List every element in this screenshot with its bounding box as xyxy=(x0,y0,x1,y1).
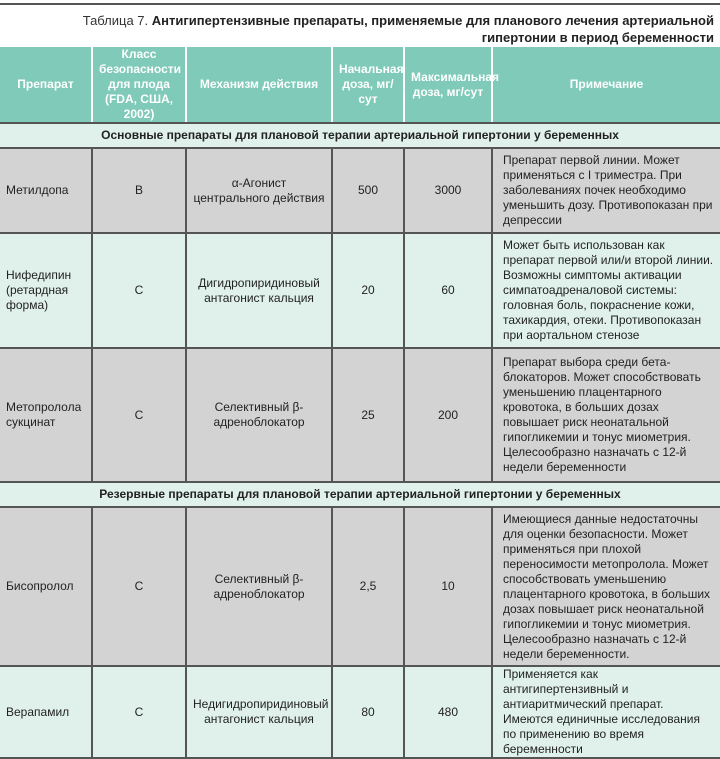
drug-table xyxy=(0,47,720,759)
col-fda: Класс безопасности для плода (FDA, США, 2002) xyxy=(92,47,186,123)
section-title: Резервные препараты для плановой терапии артериальной гипертонии у беременных xyxy=(0,482,720,507)
table-row xyxy=(0,233,720,348)
col-mechanism: Механизм действия xyxy=(186,47,332,123)
table-row xyxy=(0,148,720,233)
caption-text: Антигипертензивные препараты, применяемые для планового лечения артериальной гипертонии в период беременности xyxy=(151,13,714,45)
header-row xyxy=(0,47,720,123)
cell-start-dose: 2,5 xyxy=(332,507,404,666)
col-note: Примечание xyxy=(492,47,720,123)
cell-mechanism: Селективный β-адреноблокатор xyxy=(186,507,332,666)
col-max-dose: Максимальная доза, мг/сут xyxy=(404,47,492,123)
cell-note: Применяется как антигипертензивный и антиаритмический препарат. Имеются единичные исследования по применению во время беременности xyxy=(492,666,720,758)
cell-drug: Бисопролол xyxy=(0,507,92,666)
cell-fda-class: C xyxy=(92,507,186,666)
cell-start-dose: 25 xyxy=(332,348,404,482)
top-rule xyxy=(0,3,720,5)
cell-start-dose: 80 xyxy=(332,666,404,758)
cell-start-dose: 20 xyxy=(332,233,404,348)
cell-mechanism: Недигидропиридиновый антагонист кальция xyxy=(186,666,332,758)
caption-label: Таблица 7. xyxy=(82,13,149,28)
cell-fda-class: C xyxy=(92,233,186,348)
cell-drug: Нифедипин (ретардная форма) xyxy=(0,233,92,348)
table-row xyxy=(0,666,720,758)
cell-max-dose: 200 xyxy=(404,348,492,482)
cell-drug: Метопролола сукцинат xyxy=(0,348,92,482)
cell-drug: Верапамил xyxy=(0,666,92,758)
table-row xyxy=(0,348,720,482)
cell-max-dose: 480 xyxy=(404,666,492,758)
cell-mechanism: α-Агонист центрального действия xyxy=(186,148,332,233)
cell-note: Препарат первой линии. Может применяться с I триместра. При заболеваниях почек необходимо уменьшить дозу. Противопоказан при депрессии xyxy=(492,148,720,233)
cell-mechanism: Дигидропиридиновый антагонист кальция xyxy=(186,233,332,348)
col-start-dose: Начальная доза, мг/сут xyxy=(332,47,404,123)
cell-fda-class: B xyxy=(92,148,186,233)
cell-max-dose: 10 xyxy=(404,507,492,666)
cell-mechanism: Селективный β-адреноблокатор xyxy=(186,348,332,482)
cell-note: Препарат выбора среди бета-блокаторов. Может способствовать уменьшению плацентарного кровотока, в больших дозах повышает риск неонатальной гипогликемии и тонус миометрия. Целесообразно назначать с 12-й недели беременности xyxy=(492,348,720,482)
cell-note: Может быть использован как препарат первой или/и второй линии. Возможны симптомы активации симпатоадреналовой системы: головная боль, покраснение кожи, тахикардия, отеки. Противопоказан при аортальном стенозе xyxy=(492,233,720,348)
cell-fda-class: C xyxy=(92,348,186,482)
cell-note: Имеющиеся данные недостаточны для оценки безопасности. Может применяться при плохой переносимости метопролола. Может способствовать уменьшению плацентарного кровотока, в больших дозах повышает риск неонатальной гипогликемии и тонус миометрия. Целесообразно назначать с 12-й недели беременности. xyxy=(492,507,720,666)
col-drug: Препарат xyxy=(0,47,92,123)
cell-max-dose: 60 xyxy=(404,233,492,348)
section-row xyxy=(0,482,720,507)
cell-drug: Метилдопа xyxy=(0,148,92,233)
cell-start-dose: 500 xyxy=(332,148,404,233)
table-caption xyxy=(14,12,714,46)
cell-max-dose: 3000 xyxy=(404,148,492,233)
table-row xyxy=(0,507,720,666)
section-title: Основные препараты для плановой терапии артериальной гипертонии у беременных xyxy=(0,123,720,148)
section-row xyxy=(0,123,720,148)
cell-fda-class: C xyxy=(92,666,186,758)
